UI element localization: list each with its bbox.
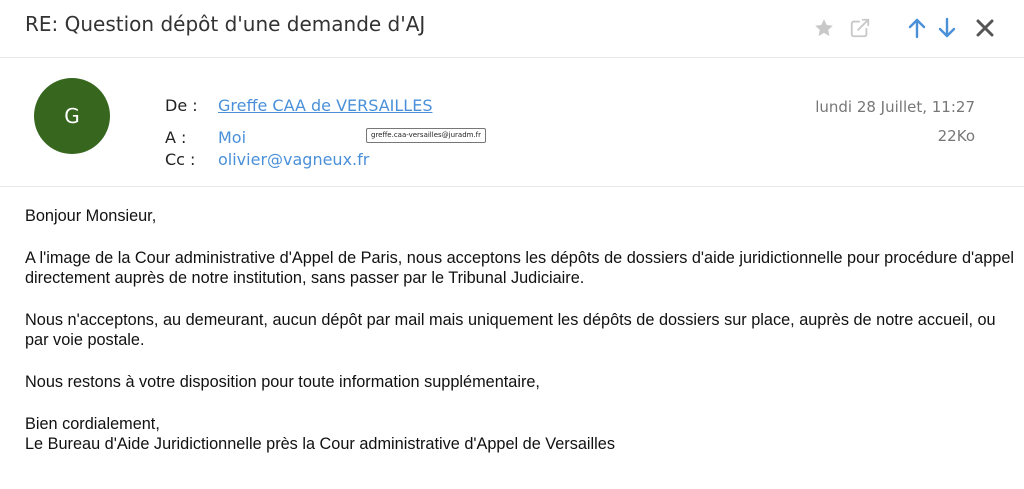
close-button[interactable] <box>972 14 998 42</box>
signature: Le Bureau d'Aide Juridictionnelle près la Cour administrative d'Appel de Versailles <box>25 435 615 453</box>
to-label: A : <box>165 128 187 147</box>
next-message-button[interactable] <box>934 14 960 42</box>
body-paragraph-3: Nous restons à votre disposition pour toute information supplémentaire, <box>25 373 540 391</box>
star-button[interactable] <box>811 14 837 42</box>
avatar: G <box>34 78 110 154</box>
arrow-up-icon <box>907 17 927 39</box>
message-body <box>25 206 1015 454</box>
closing <box>25 414 1015 454</box>
message-subject: RE: Question dépôt d'une demande d'AJ <box>25 12 426 36</box>
message-size: 22Ko <box>937 127 975 145</box>
star-icon <box>813 17 835 39</box>
message-header <box>0 59 1024 187</box>
sender-email-tooltip: greffe.caa-versailles@juradm.fr <box>366 128 486 143</box>
previous-message-button[interactable] <box>904 14 930 42</box>
open-external-button[interactable] <box>847 14 873 42</box>
message-date: lundi 28 Juillet, 11:27 <box>815 98 975 116</box>
from-sender-link[interactable]: Greffe CAA de VERSAILLES <box>218 96 433 115</box>
cc-label: Cc : <box>165 150 196 169</box>
open-external-icon <box>849 17 871 39</box>
body-paragraph-1: A l'image de la Cour administrative d'Appel de Paris, nous acceptons les dépôts de dossiers d'aide juridictionnelle pour procédure d'appel directement auprès de notre institution, sans passer par le Tribunal Judiciaire. <box>25 249 1014 287</box>
body-paragraph-2: Nous n'acceptons, au demeurant, aucun dépôt par mail mais uniquement les dépôts de dossiers sur place, auprès de notre accueil, ou par voie postale. <box>25 311 996 349</box>
subject-bar <box>0 0 1024 58</box>
from-label: De : <box>165 96 198 115</box>
to-recipient[interactable]: Moi <box>218 128 247 147</box>
close-icon <box>976 19 994 37</box>
closing-line: Bien cordialement, <box>25 415 160 433</box>
cc-recipient[interactable]: olivier@vagneux.fr <box>218 150 370 169</box>
greeting: Bonjour Monsieur, <box>25 207 157 225</box>
arrow-down-icon <box>937 17 957 39</box>
